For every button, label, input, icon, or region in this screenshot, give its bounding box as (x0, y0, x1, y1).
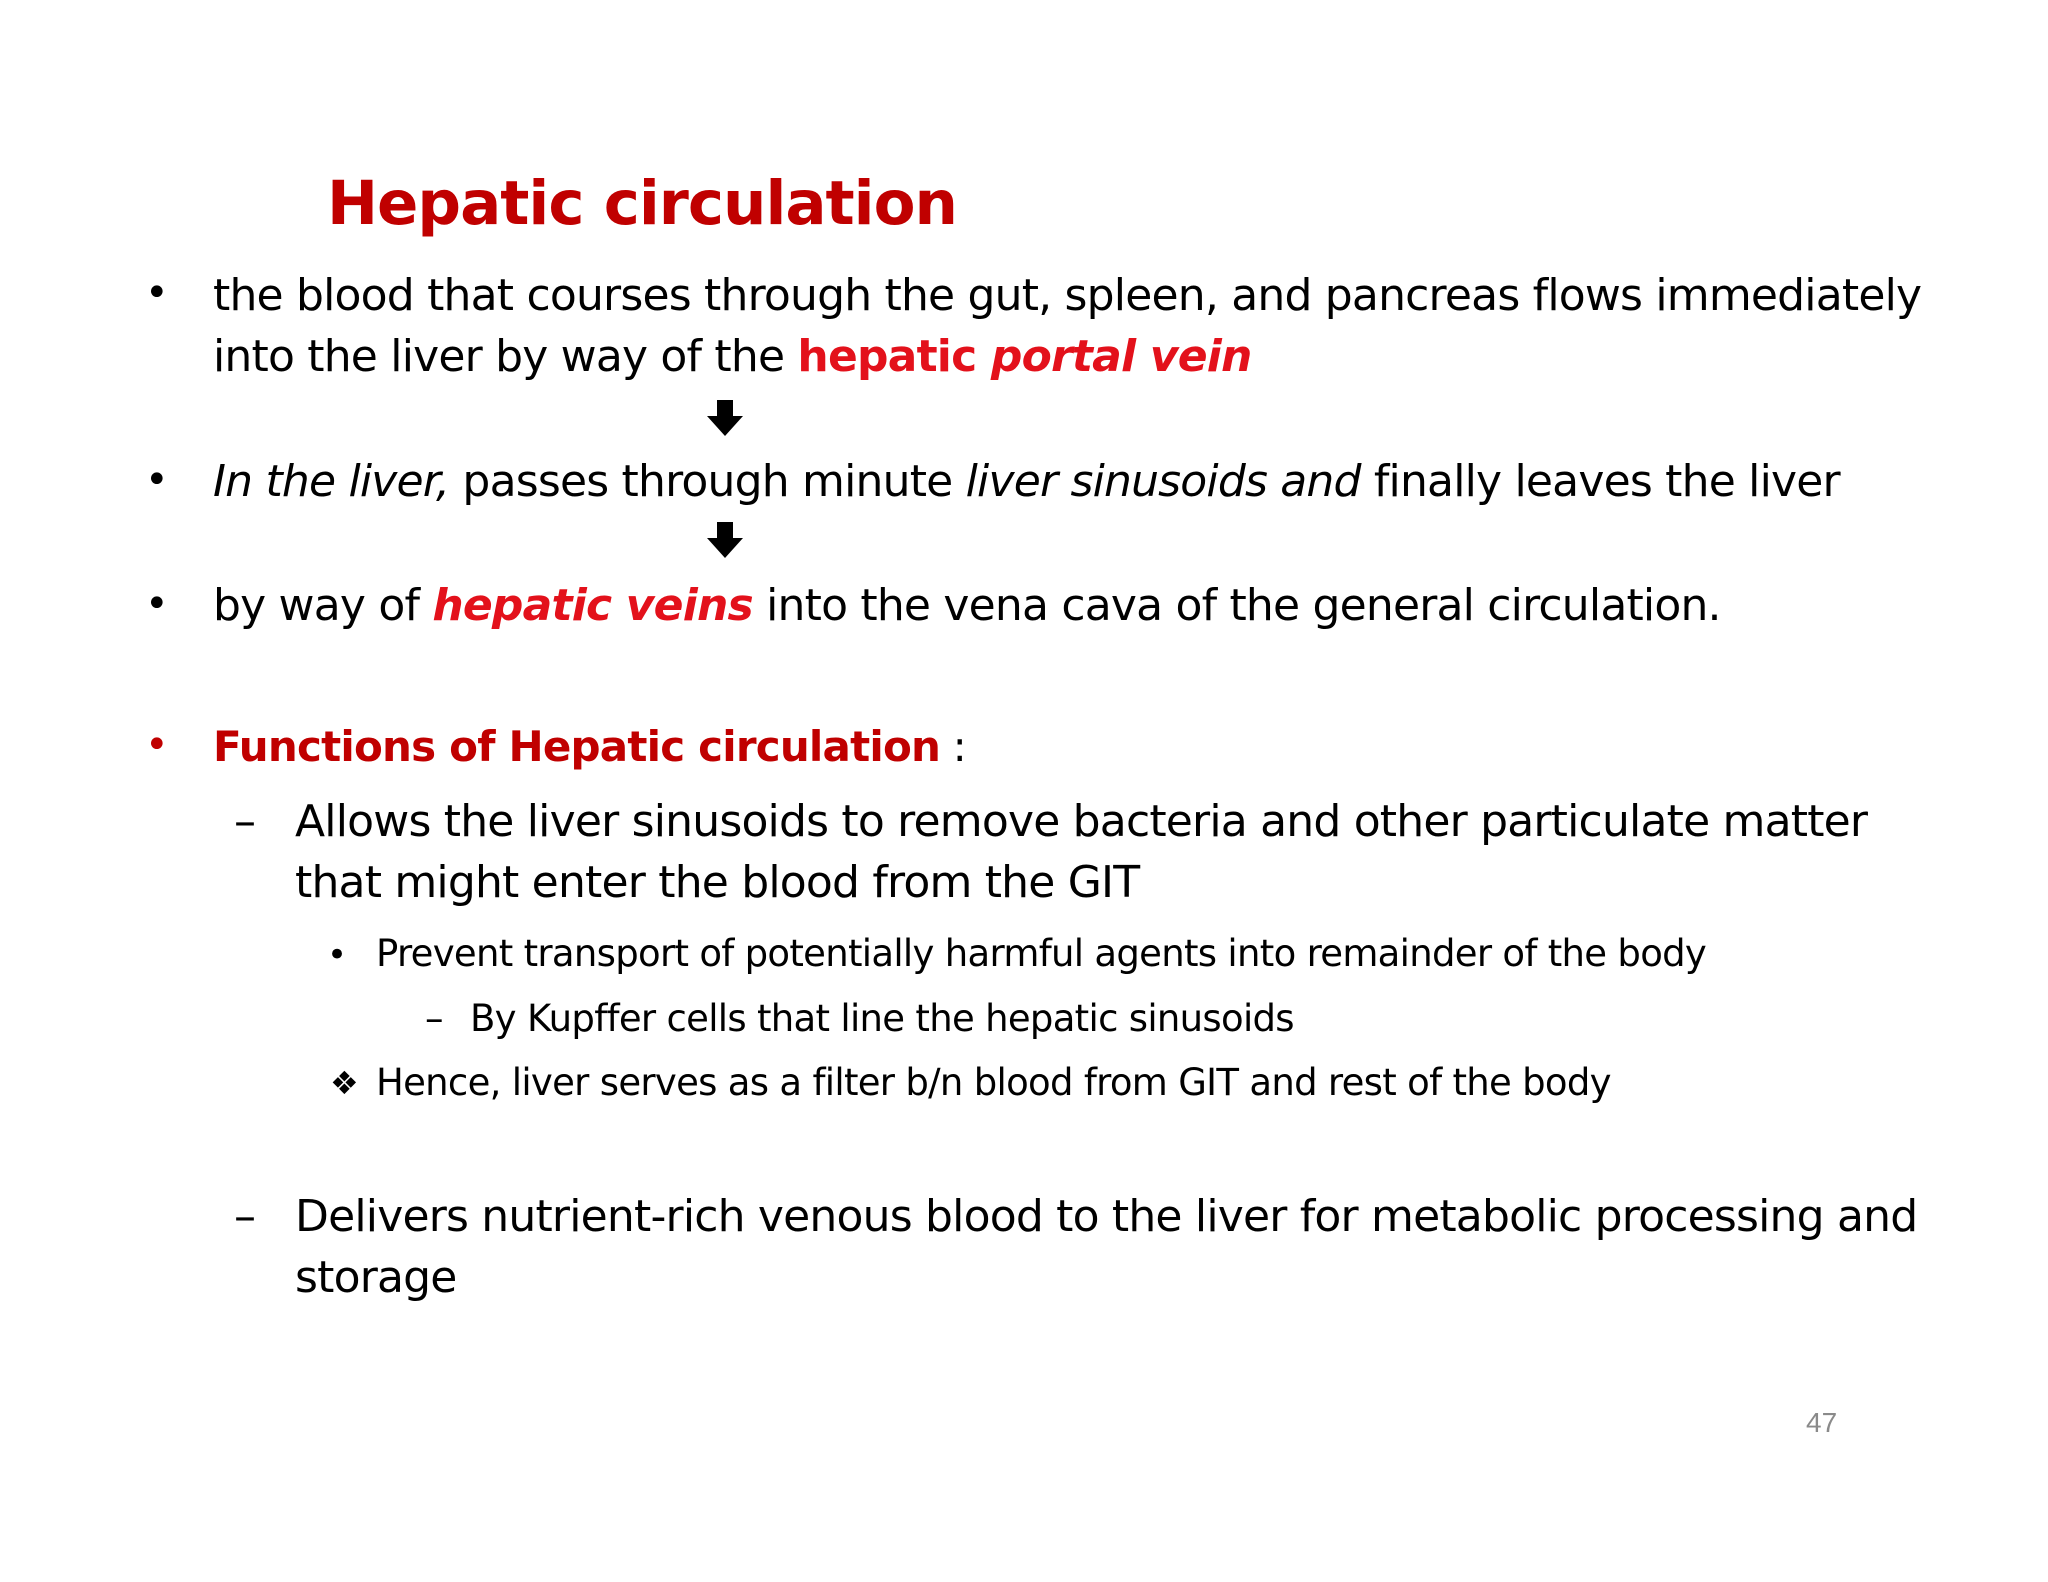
functions-heading-suffix: : (940, 722, 967, 771)
down-arrow-icon (705, 398, 745, 438)
bullet-1-line-1 (213, 265, 1921, 326)
sub-sub-bullet: By Kupffer cells that line the hepatic sinusoids (470, 997, 1294, 1040)
bullet-marker: • (145, 270, 169, 316)
hepatic-portal-vein-portal: portal vein (990, 331, 1252, 382)
function-2-line-2: storage (295, 1252, 457, 1303)
bullet-2-part-3: liver sinusoids and (965, 456, 1361, 507)
bullet-3 (213, 575, 1721, 636)
bullet-3-part-3: into the vena cava of the general circulation. (752, 580, 1721, 631)
bullet-2 (213, 451, 1840, 512)
sub-bullet: Prevent transport of potentially harmful agents into remainder of the body (376, 932, 1707, 975)
bullet-1-line-2 (213, 326, 1252, 387)
function-2-line-1: Delivers nutrient-rich venous blood to the liver for metabolic processing and (295, 1191, 1918, 1242)
bullet-2-part-2: passes through minute (449, 456, 966, 507)
bullet-marker: • (145, 581, 169, 627)
functions-heading (213, 716, 966, 777)
slide-title: Hepatic circulation (327, 168, 957, 239)
bullet-2-part-1: In the liver, (213, 456, 450, 507)
bullet-2-part-4: finally leaves the liver (1360, 456, 1840, 507)
sub-bullet-marker: • (327, 935, 348, 975)
bullet-1-text: the blood that courses through the gut, spleen, and pancreas flows immediately (213, 270, 1922, 321)
dash-marker: – (234, 1191, 256, 1242)
hence-note: Hence, liver serves as a filter b/n blood from GIT and rest of the body (376, 1061, 1611, 1104)
page-number: 47 (1806, 1407, 1838, 1438)
hepatic-portal-vein-hepatic: hepatic (797, 331, 991, 382)
bullet-3-part-1: by way of (213, 580, 433, 631)
function-1-line-1: Allows the liver sinusoids to remove bacteria and other particulate matter (295, 796, 1868, 847)
bullet-marker: • (145, 457, 169, 503)
functions-heading-label: Functions of Hepatic circulation (213, 722, 941, 771)
functions-bullet-marker: • (145, 722, 169, 768)
sub-sub-dash-marker: – (425, 997, 443, 1040)
dash-marker: – (234, 796, 256, 847)
bullet-1-prefix: into the liver by way of the (213, 331, 798, 382)
function-1-line-2: that might enter the blood from the GIT (295, 857, 1140, 908)
down-arrow-icon (705, 520, 745, 560)
diamond-icon: ❖ (330, 1064, 358, 1102)
hepatic-veins: hepatic veins (432, 580, 753, 631)
